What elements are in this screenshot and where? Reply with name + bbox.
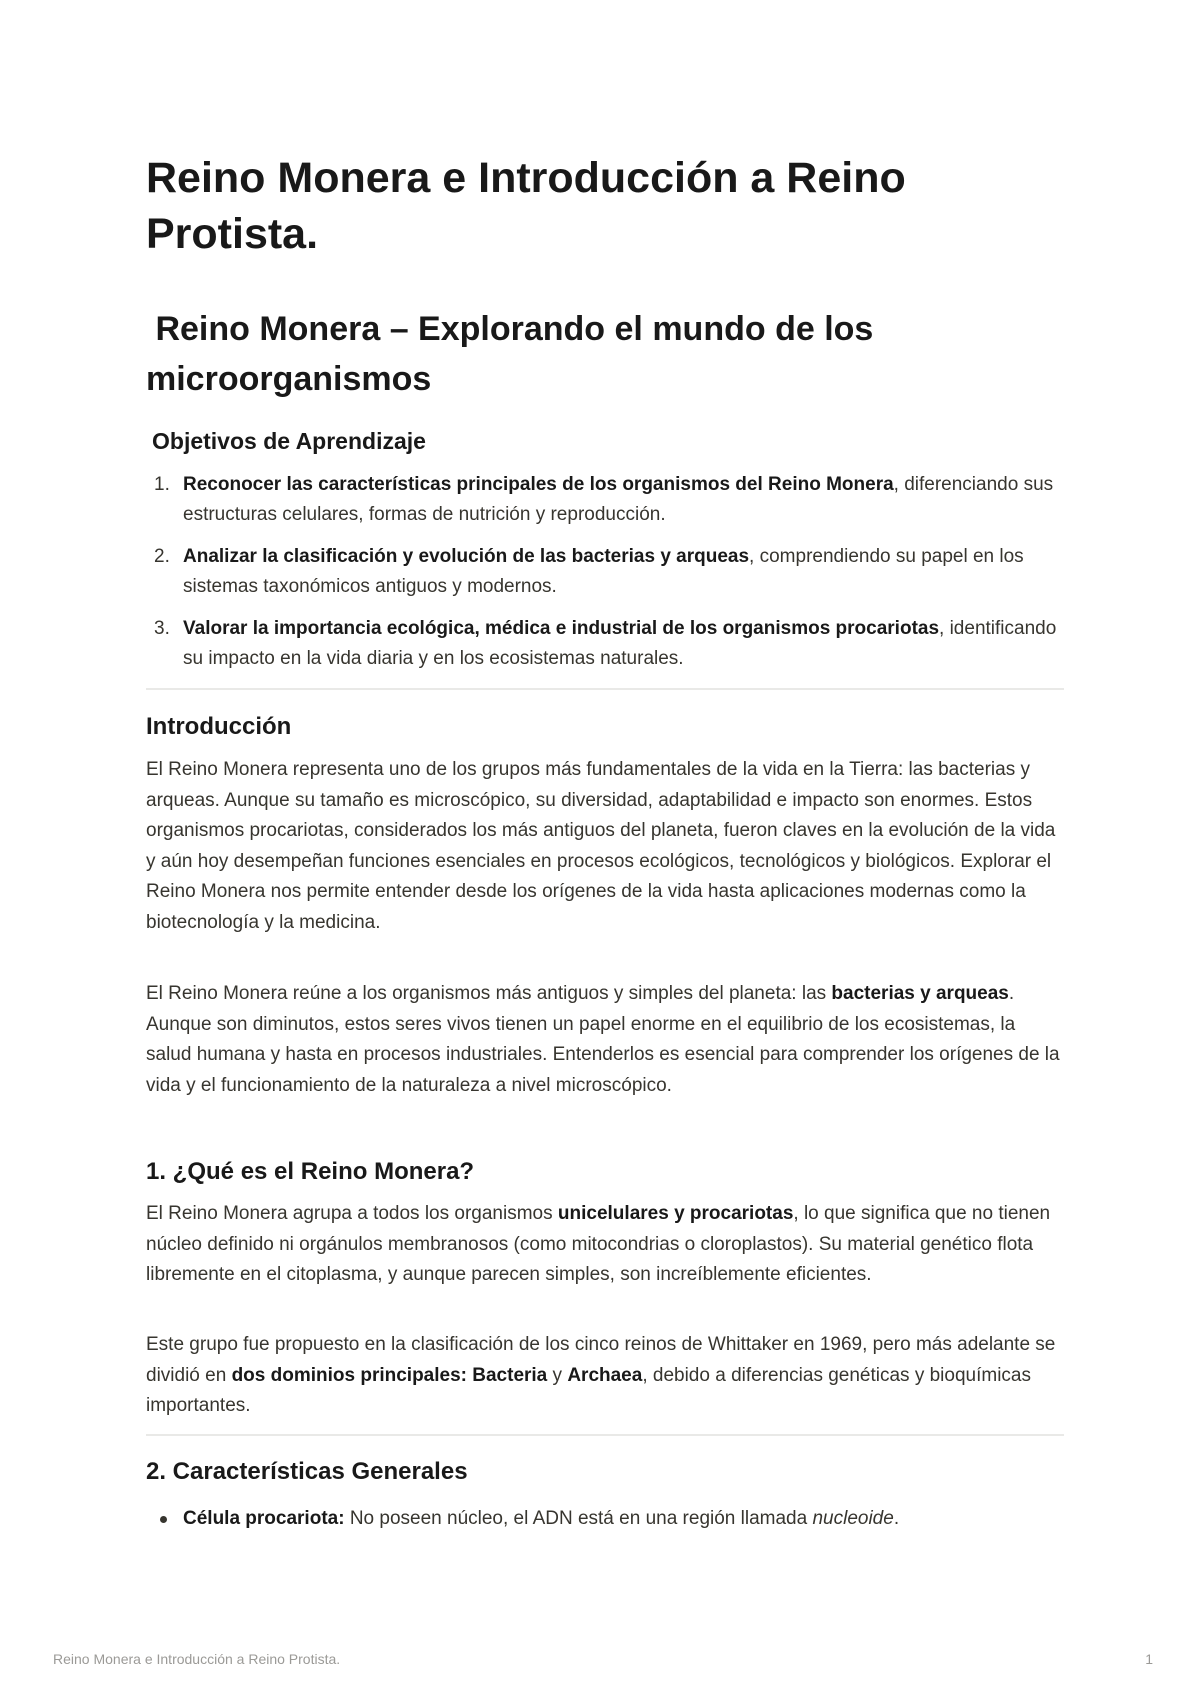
objective-item [146, 614, 1064, 674]
objectives-list [146, 470, 1064, 686]
text-span: y [547, 1364, 568, 1386]
objective-item [146, 542, 1064, 602]
objective-text: , comprendiendo su papel en los sistemas taxonómicos antiguos y modernos. [183, 546, 1024, 597]
text-span: . Aunque son diminutos, estos seres vivos tienen un papel enorme en el equilibrio de los ecosistemas, la salud humana y hasta en procesos industriales. Entenderlos es esencial para comprender los orígenes de la vida y el funcionamiento de la naturaleza a nivel microscópico. [146, 983, 1060, 1096]
intro-paragraph-2 [146, 979, 1064, 1101]
objective-number: 1. [154, 474, 170, 495]
text-span: , lo que significa que no tienen núcleo definido ni orgánulos membranosos (como mitocondrias o cloroplastos). Su material genético flota libremente en el citoplasma, y aunque parecen simples, son increíblemente eficientes. [146, 1203, 1051, 1286]
text-span: El Reino Monera reúne a los organismos más antiguos y simples del planeta: las [146, 983, 832, 1004]
text-span: . [893, 1508, 900, 1529]
objective-number: 3. [154, 618, 170, 639]
bold-span: dos dominios principales: Bacteria [231, 1364, 548, 1386]
section-1-heading: 1. ¿Qué es el Reino Monera? [146, 1158, 475, 1185]
text-span: Este grupo fue propuesto en la clasificación de los cinco reinos de Whittaker en 1969, pero más adelante se dividió en [146, 1334, 1056, 1386]
divider [146, 1434, 1064, 1436]
text-span: No poseen núcleo, el ADN está en una región llamada [344, 1508, 813, 1529]
text-span: , debido a diferencias genéticas y bioquímicas importantes. [146, 1364, 1032, 1417]
intro-paragraph-1: El Reino Monera representa uno de los grupos más fundamentales de la vida en la Tierra: las bacterias y arqueas. Aunque su tamaño es microscópico, su diversidad, adaptabilidad e impacto son enormes. Estos organismos procariotas, considerados los más antiguos del planeta, fueron claves en la evolución de la vida y aún hoy desempeñan funciones esenciales en procesos ecológicos, tecnológicos y biológicos. Explorar el Reino Monera nos permite entender desde los orígenes de la vida hasta aplicaciones modernas como la biotecnología y la medicina. [146, 759, 1056, 933]
objective-text: , diferenciando sus estructuras celulares, formas de nutrición y reproducción. [183, 474, 1054, 525]
section-2-heading: 2. Características Generales [146, 1458, 468, 1485]
bold-span: Célula procariota: [183, 1508, 345, 1529]
bullet-icon [160, 1516, 167, 1523]
intro-heading: Introducción [146, 713, 292, 740]
objective-bold: Reconocer las características principales de los organismos del Reino Monera [183, 474, 894, 495]
section-1-paragraph-1 [146, 1199, 1064, 1291]
section-1-paragraph-2 [146, 1330, 1064, 1422]
characteristics-list [146, 1504, 1064, 1534]
subtitle: Reino Monera – Explorando el mundo de los microorganismos [146, 310, 883, 398]
objective-bold: Analizar la clasificación y evolución de las bacterias y arqueas [183, 546, 750, 567]
bold-span: bacterias y arqueas [831, 983, 1009, 1004]
bold-span: Archaea [567, 1364, 643, 1386]
bold-span: unicelulares y procariotas [557, 1203, 794, 1224]
objective-text: , identificando su impacto en la vida diaria y en los ecosistemas naturales. [183, 618, 1057, 669]
list-item [146, 1504, 1064, 1534]
objective-number: 2. [154, 546, 170, 567]
objective-item [146, 470, 1064, 530]
page-number: 1 [1145, 1651, 1153, 1667]
objective-bold: Valorar la importancia ecológica, médica e industrial de los organismos procariotas [183, 618, 940, 639]
text-span: El Reino Monera agrupa a todos los organismos [146, 1203, 558, 1224]
objectives-heading: Objetivos de Aprendizaje [152, 428, 426, 454]
italic-span: nucleoide [812, 1508, 894, 1529]
divider [146, 688, 1064, 690]
document-title: Reino Monera e Introducción a Reino Protista. [146, 154, 906, 258]
footer-title: Reino Monera e Introducción a Reino Protista. [53, 1651, 341, 1667]
